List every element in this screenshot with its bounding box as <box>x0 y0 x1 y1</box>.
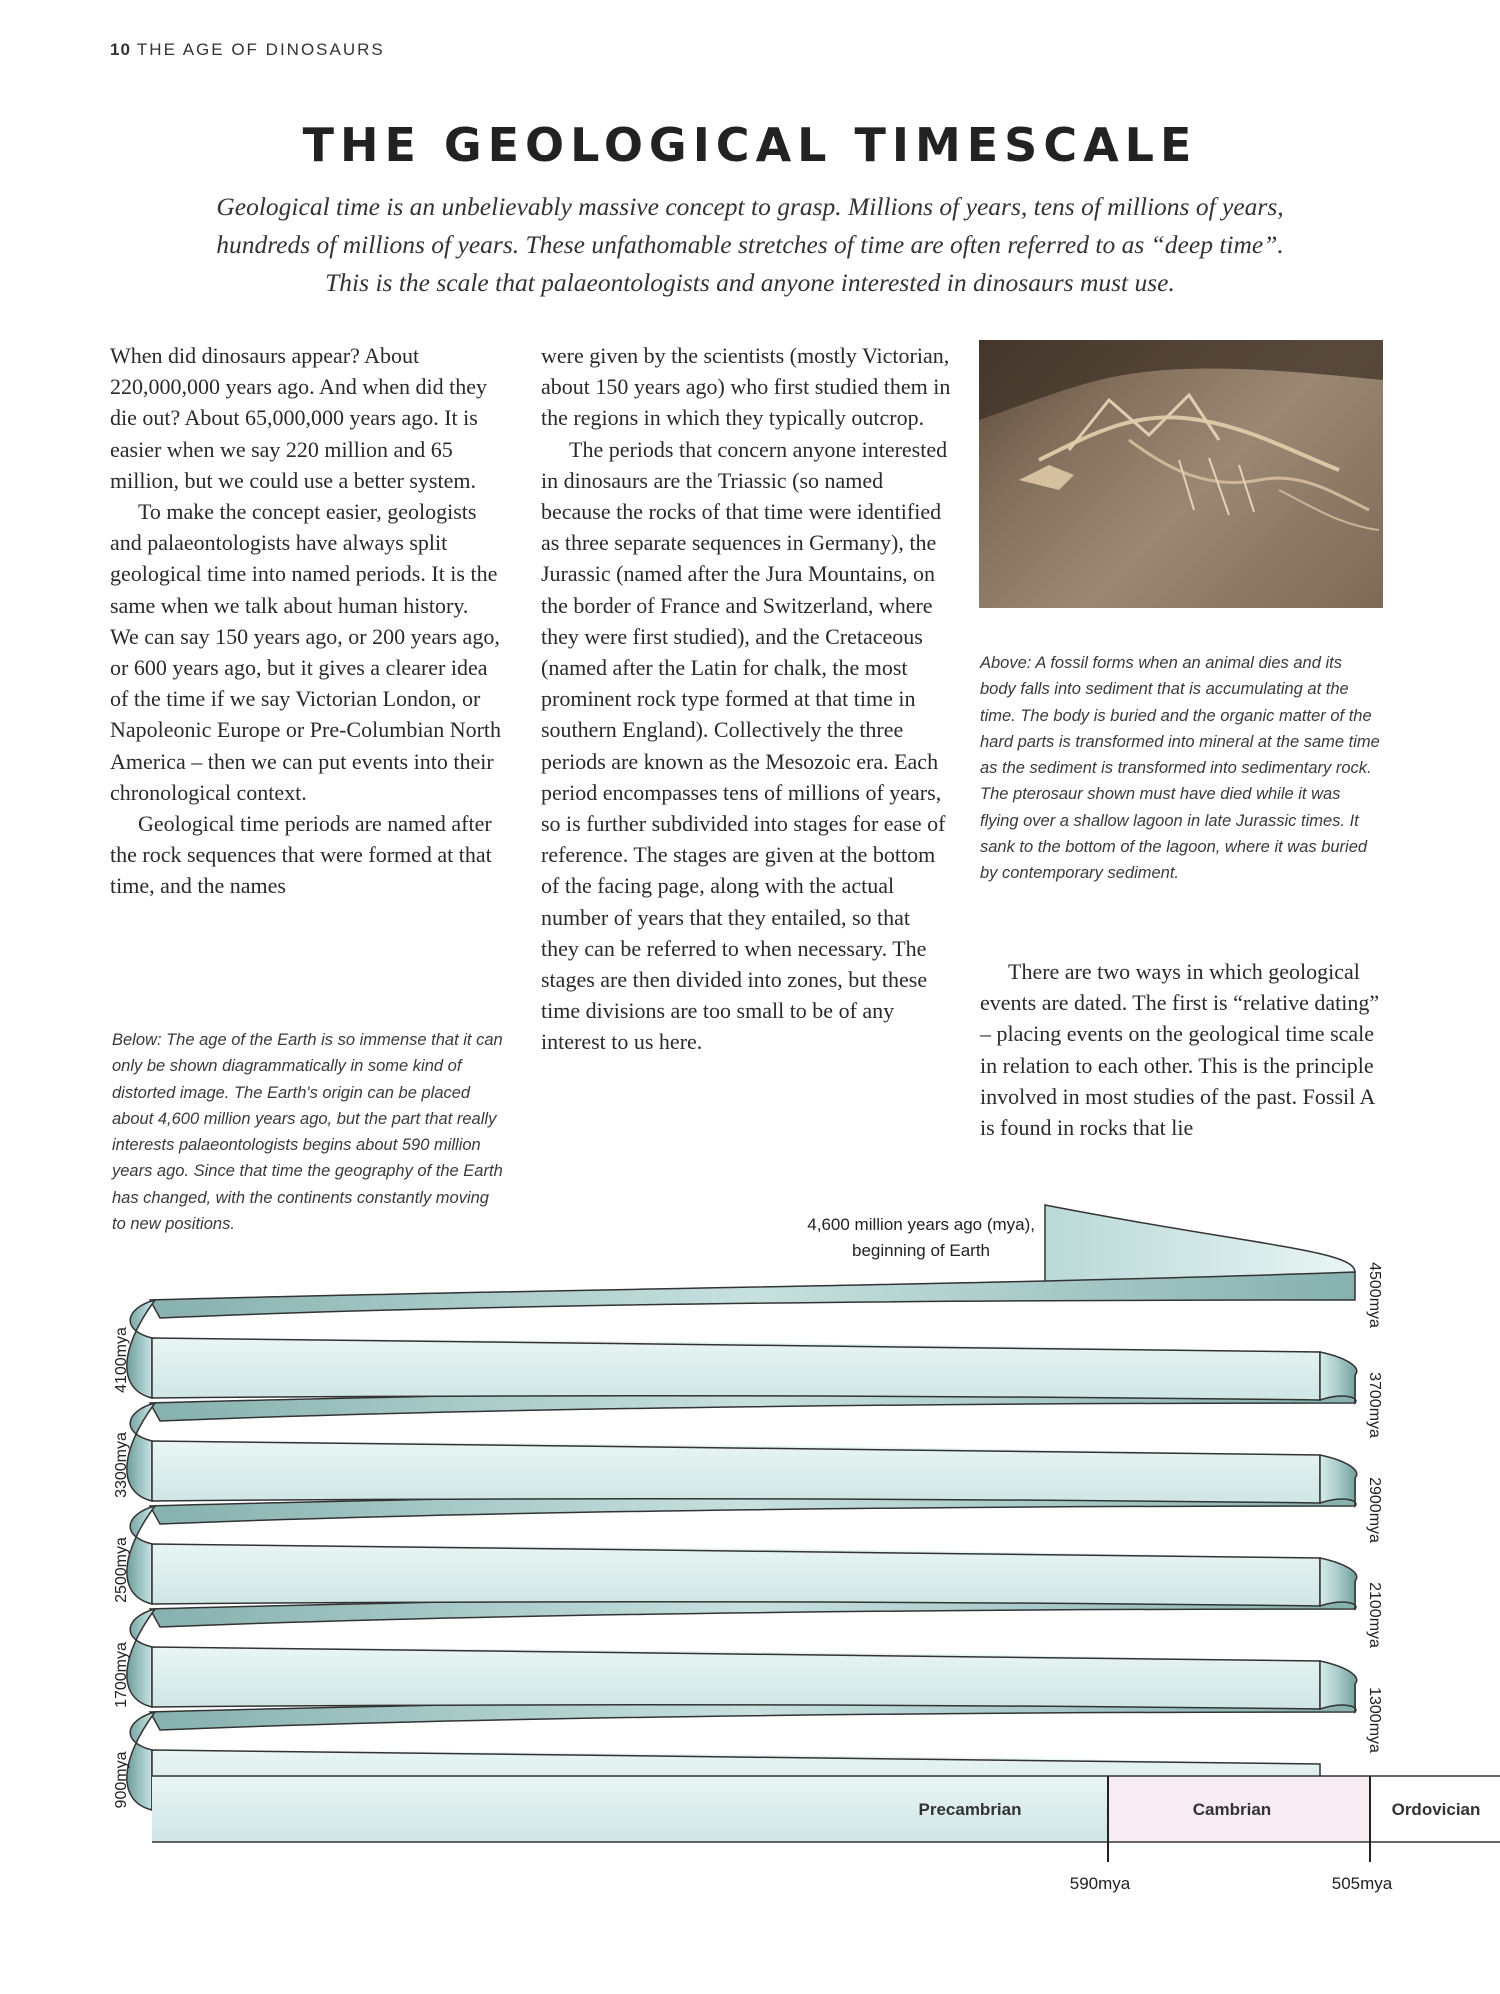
paragraph: were given by the scientists (mostly Victorian, about 150 years ago) who first studied them in the regions in which they typically outcrop. <box>541 343 951 431</box>
left-tick-label: 900mya <box>113 1751 130 1809</box>
page-number: 10 <box>110 40 131 59</box>
right-tick-label: 1300mya <box>1366 1687 1383 1753</box>
right-tick-label: 2100mya <box>1366 1582 1383 1648</box>
paragraph: To make the concept easier, geologists and palaeontologists have always split geological time into named periods. It is the same when we talk about human history. We can say 150 years ago, or 200 years ago, or 600 years ago, but it gives a clearer idea of the time if we say Victorian London, or Napoleonic Europe or Pre-Columbian North America – then we can put events into their chronological context. <box>110 499 502 805</box>
timeline-start-label: 4,600 million years ago (mya), <box>807 1215 1035 1234</box>
era-label-ordovician: Ordovician <box>1391 1800 1481 1819</box>
right-tick-label: 4500mya <box>1366 1262 1383 1328</box>
intro-line: This is the scale that palaeontologists and anyone interested in dinosaurs must use. <box>325 268 1175 297</box>
paragraph: Geological time periods are named after the rock sequences that were formed at that time, and the names <box>110 811 492 899</box>
left-tick-label: 4100mya <box>113 1327 130 1393</box>
caption-above: Above: A fossil forms when an animal dies and its body falls into sediment that is accumulating at the time. The body is buried and the organic matter of the hard parts is transformed into mineral at the same time as the sediment is transformed into sedimentary rock. The pterosaur shown must have died while it was flying over a shallow lagoon in late Jurassic times. It sank to the bottom of the lagoon, where it was buried by contemporary sediment. <box>980 654 1380 883</box>
paragraph: The periods that concern anyone interested in dinosaurs are the Triassic (so named because the rocks of that time were identified as three separate sequences in Germany), the Jurassic (named after the Jura Mountains, on the border of France and Switzerland, where they were first studied), and the Cretaceous (named after the Latin for chalk, the most prominent rock type formed at that time in southern England). Collectively the three periods are known as the Mesozoic era. Each period encompasses tens of millions of years, so is further subdivided into stages for ease of reference. The stages are given at the bottom of the facing page, along with the actual number of years that they entailed, so that they can be referred to when necessary. The stages are then divided into zones, but these time divisions are too small to be of any interest to us here. <box>541 436 948 1055</box>
right-tick-label: 2900mya <box>1366 1477 1383 1543</box>
left-tick-label: 3300mya <box>113 1432 130 1498</box>
ribbon-right-curls <box>1320 1352 1357 1712</box>
intro-line: Geological time is an unbelievably massive concept to grasp. Millions of years, tens of millions of years, <box>216 192 1284 221</box>
bottom-tick-label: 590mya <box>1069 1874 1131 1893</box>
paragraph: When did dinosaurs appear? About 220,000,000 years ago. And when did they die out? About 65,000,000 years ago. It is easier when we say 220 million and 65 million, but we could use a better system. <box>110 343 487 493</box>
era-label-cambrian: Cambrian <box>1192 1800 1272 1819</box>
ribbon-left-curls <box>127 1300 155 1810</box>
right-tick-label: 3700mya <box>1366 1372 1383 1438</box>
intro-line: hundreds of millions of years. These unfathomable stretches of time are often referred to as “deep time”. <box>216 230 1284 259</box>
paragraph: There are two ways in which geological events are dated. The first is “relative dating” – placing events on the geological time scale in relation to each other. This is the principle involved in most studies of the past. Fossil A is found in rocks that lie <box>980 959 1380 1141</box>
section-title: THE AGE OF DINOSAURS <box>136 40 385 59</box>
timeline-start-label: beginning of Earth <box>852 1241 990 1260</box>
page-title: THE GEOLOGICAL TIMESCALE <box>302 118 1198 172</box>
caption-below: Below: The age of the Earth is so immense that it can only be shown diagrammatically in some kind of distorted image. The Earth's origin can be placed about 4,600 million years ago, but the part that really interests palaeontologists begins about 590 million years ago. Since that time the geography of the Earth has changed, with the continents constantly moving to new positions. <box>112 1031 503 1234</box>
left-tick-label: 2500mya <box>113 1537 130 1603</box>
era-label-precambrian: Precambrian <box>918 1800 1022 1819</box>
bottom-tick-label: 505mya <box>1331 1874 1393 1893</box>
left-tick-label: 1700mya <box>113 1642 130 1708</box>
